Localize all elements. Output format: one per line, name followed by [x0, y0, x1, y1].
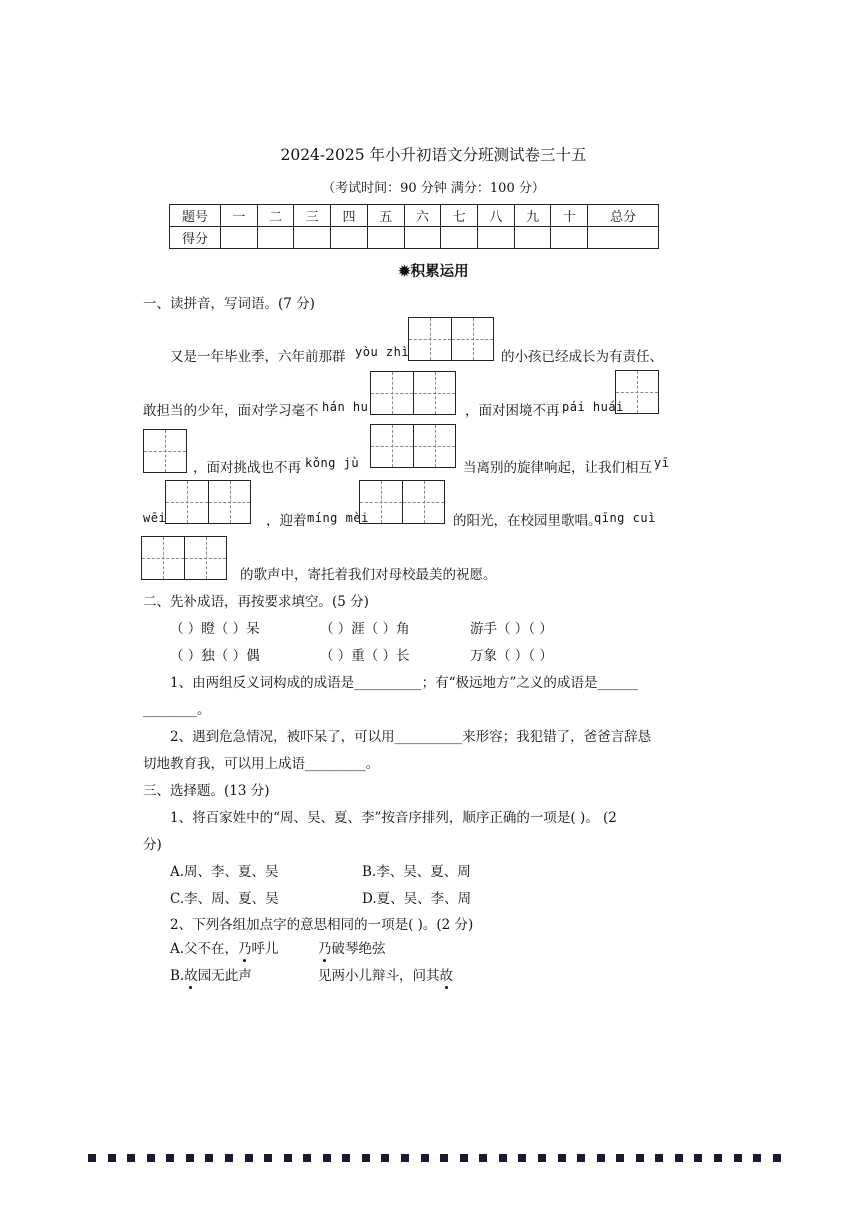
answer-grid[interactable]: [370, 371, 456, 415]
footer-square: [499, 1154, 507, 1162]
footer-square: [773, 1154, 781, 1162]
q3-item1-cont: 分): [143, 837, 162, 853]
option-text: 破琴绝弦: [331, 941, 386, 957]
footer-square: [225, 1154, 233, 1162]
pinyin-label: yòu zhì: [355, 345, 410, 359]
option-d[interactable]: D.夏、吴、李、周: [362, 891, 472, 907]
footer-square: [655, 1154, 663, 1162]
pinyin-label: wēi: [143, 511, 167, 525]
q3-item1: 1、将百家姓中的“周、吴、夏、李”按音序排列，顺序正确的一项是( )。 (2: [170, 810, 617, 826]
pinyin-label: míng mèi: [307, 511, 369, 525]
q1-text: 当离别的旋律响起，让我们相互: [463, 460, 652, 476]
score-cell[interactable]: [588, 227, 659, 249]
idiom-blank[interactable]: （ ）重（ ）长: [320, 648, 410, 664]
footer-square: [597, 1154, 605, 1162]
score-table-score-row: [170, 227, 659, 249]
answer-grid[interactable]: [165, 480, 251, 524]
footer-square: [616, 1154, 624, 1162]
page-title: 2024-2025 年小升初语文分班测试卷三十五: [280, 146, 587, 164]
score-cell[interactable]: [221, 227, 258, 249]
option-text: 呼儿: [251, 941, 279, 957]
footer-square: [460, 1154, 468, 1162]
footer-square: [342, 1154, 350, 1162]
q3-item2-option-a[interactable]: [170, 937, 279, 957]
score-cell[interactable]: [478, 227, 515, 249]
answer-grid[interactable]: [408, 317, 494, 361]
footer-square: [362, 1154, 370, 1162]
footer-square: [675, 1154, 683, 1162]
dotted-char: 故: [184, 968, 198, 984]
q1-text: 又是一年毕业季，六年前那群: [170, 349, 346, 365]
answer-grid[interactable]: [370, 424, 456, 468]
score-table-col: 四: [331, 205, 368, 227]
score-table-label: 得分: [170, 227, 221, 249]
q1-text: ，面对挑战也不再: [193, 460, 301, 476]
q3-item2: 2、下列各组加点字的意思相同的一项是( )。(2 分): [170, 917, 474, 933]
score-cell[interactable]: [441, 227, 478, 249]
pinyin-label: hán hu: [322, 400, 369, 414]
footer-square: [421, 1154, 429, 1162]
q2-item2: 2、遇到危急情况，被吓呆了，可以用__________来形容；我犯错了，爸爸言辞恳: [170, 729, 652, 745]
section-title: ✹积累运用: [398, 263, 469, 280]
answer-grid[interactable]: [615, 370, 659, 414]
footer-square: [264, 1154, 272, 1162]
footer-square: [538, 1154, 546, 1162]
score-table-col: 九: [514, 205, 551, 227]
footer-square: [186, 1154, 194, 1162]
q1-text: ，迎着: [266, 513, 307, 529]
pinyin-label: qīng cuì: [594, 511, 656, 525]
score-table-header-row: [170, 205, 659, 227]
footer-square: [108, 1154, 116, 1162]
answer-grid[interactable]: [141, 536, 227, 580]
idiom-blank[interactable]: 游手（ ）（ ）: [470, 621, 553, 637]
footer-square: [518, 1154, 526, 1162]
footer-square: [88, 1154, 96, 1162]
score-table: [169, 204, 659, 249]
footer-square: [245, 1154, 253, 1162]
pinyin-label: kǒng jù: [305, 456, 360, 470]
score-table-col: 八: [478, 205, 515, 227]
option-text: 园无此声: [197, 968, 252, 984]
footer-square: [714, 1154, 722, 1162]
footer-square: [205, 1154, 213, 1162]
q2-heading: 二、先补成语，再按要求填空。(5 分): [143, 594, 369, 610]
footer-square: [401, 1154, 409, 1162]
score-cell[interactable]: [294, 227, 331, 249]
dotted-char: 故: [439, 968, 453, 984]
footer-square: [147, 1154, 155, 1162]
q1-text: 的小孩已经成长为有责任、: [501, 349, 663, 365]
q2-item1: 1、由两组反义词构成的成语是__________；有“极远地方”之义的成语是______: [170, 675, 638, 691]
option-text: B.: [170, 968, 185, 984]
q1-text: 的歌声中，寄托着我们对母校最美的祝愿。: [240, 567, 497, 583]
q1-heading: 一、读拼音，写词语。(7 分): [143, 296, 315, 312]
score-table-col: 二: [257, 205, 294, 227]
score-cell[interactable]: [367, 227, 404, 249]
footer-square: [381, 1154, 389, 1162]
footer-square: [753, 1154, 761, 1162]
footer-square: [694, 1154, 702, 1162]
q2-item2-cont: 切地教育我，可以用上成语_________。: [143, 756, 380, 772]
score-table-col: 总分: [588, 205, 659, 227]
option-text: A.父不在，: [170, 941, 239, 957]
score-table-col: 一: [221, 205, 258, 227]
score-cell[interactable]: [514, 227, 551, 249]
idiom-blank[interactable]: （ ）瞪（ ）呆: [170, 621, 260, 637]
score-table-col: 五: [367, 205, 404, 227]
pinyin-label: pái huái: [562, 400, 624, 414]
score-cell[interactable]: [257, 227, 294, 249]
q1-text: 敢担当的少年，面对学习毫不: [143, 403, 319, 419]
idiom-blank[interactable]: （ ）涯（ ）角: [320, 621, 410, 637]
answer-grid[interactable]: [143, 429, 187, 473]
pinyin-label: yī: [654, 456, 670, 470]
footer-dashed-border: [88, 1154, 781, 1163]
score-cell[interactable]: [331, 227, 368, 249]
option-a[interactable]: A.周、李、夏、吴: [170, 864, 279, 880]
option-text: 见两小儿辩斗，问其: [318, 968, 440, 984]
score-table-col: 六: [404, 205, 441, 227]
idiom-blank[interactable]: （ ）独（ ）偶: [170, 648, 260, 664]
score-table-col: 七: [441, 205, 478, 227]
footer-square: [734, 1154, 742, 1162]
footer-square: [303, 1154, 311, 1162]
footer-square: [440, 1154, 448, 1162]
score-table-label: 题号: [170, 205, 221, 227]
q2-item1-cont: ________。: [143, 702, 211, 718]
option-c[interactable]: C.李、周、夏、吴: [170, 891, 279, 907]
dotted-char: 乃: [318, 941, 332, 957]
q3-item2-option-b-pair: [318, 964, 453, 984]
answer-grid[interactable]: [359, 480, 445, 524]
footer-square: [479, 1154, 487, 1162]
q3-heading: 三、选择题。(13 分): [143, 783, 270, 799]
footer-square: [636, 1154, 644, 1162]
q3-item2-option-b[interactable]: [170, 964, 252, 984]
score-cell[interactable]: [551, 227, 588, 249]
q3-item2-option-a-pair: [318, 937, 386, 957]
idiom-blank[interactable]: 万象（ ）（ ）: [470, 648, 553, 664]
footer-square: [577, 1154, 585, 1162]
footer-square: [284, 1154, 292, 1162]
score-table-col: 十: [551, 205, 588, 227]
score-table-col: 三: [294, 205, 331, 227]
score-cell[interactable]: [404, 227, 441, 249]
q1-text: 的阳光，在校园里歌唱。: [453, 513, 602, 529]
footer-square: [166, 1154, 174, 1162]
exam-info: （考试时间：90 分钟 满分：100 分）: [322, 181, 545, 196]
q1-text: ，面对困境不再: [465, 403, 560, 419]
footer-square: [323, 1154, 331, 1162]
option-b[interactable]: B.李、吴、夏、周: [362, 864, 471, 880]
dotted-char: 乃: [238, 941, 252, 957]
footer-square: [558, 1154, 566, 1162]
footer-square: [127, 1154, 135, 1162]
